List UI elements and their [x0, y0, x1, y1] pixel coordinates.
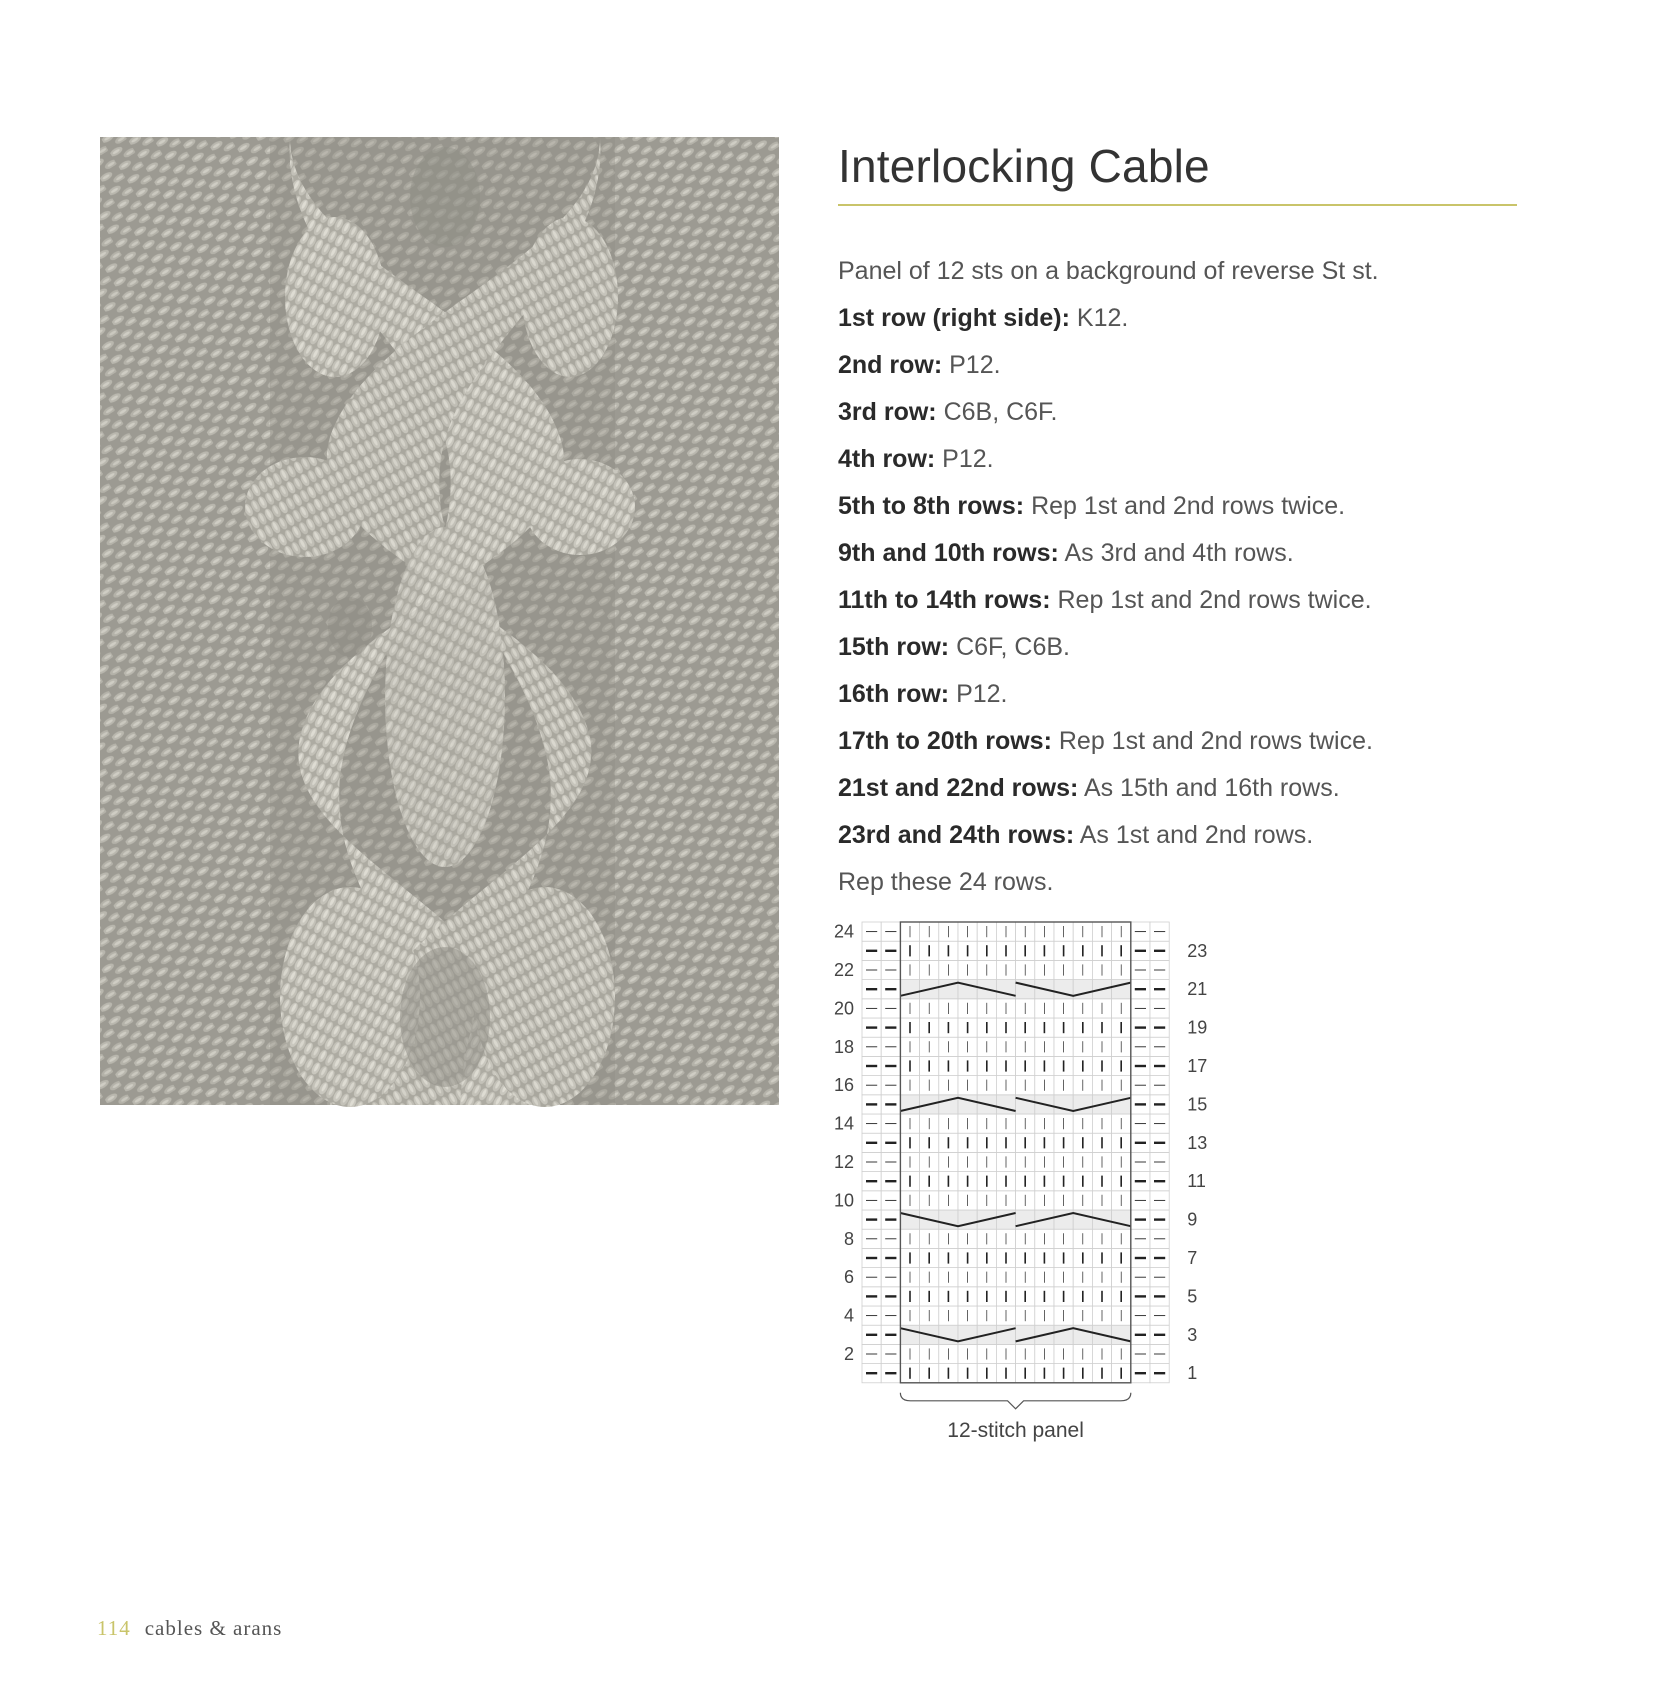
row-number: 1 — [1187, 1363, 1198, 1384]
page-number: 114 — [97, 1616, 131, 1640]
row-text: P12. — [949, 351, 1001, 379]
row-number: 5 — [1187, 1286, 1198, 1307]
row-number: 2 — [843, 1344, 854, 1364]
section-name: cables & arans — [144, 1616, 283, 1640]
title-rule — [838, 204, 1517, 206]
instruction-row — [838, 483, 1578, 530]
panel-bracket — [900, 1393, 1130, 1409]
row-label: 5th to 8th rows: — [838, 492, 1025, 520]
row-number: 18 — [833, 1036, 854, 1057]
swatch-photo — [100, 137, 779, 1105]
row-number: 4 — [843, 1305, 854, 1326]
pattern-intro: Panel of 12 sts on a background of reverse St st. — [838, 257, 1379, 285]
row-number: 15 — [1187, 1094, 1208, 1115]
row-number: 22 — [833, 960, 854, 980]
knitting-chart — [820, 920, 1208, 1465]
row-label: 9th and 10th rows: — [838, 539, 1059, 567]
instruction-row — [838, 436, 1578, 483]
row-text: As 15th and 16th rows. — [1083, 774, 1340, 802]
row-label: 17th to 20th rows: — [838, 727, 1052, 755]
row-text: Rep 1st and 2nd rows twice. — [1058, 727, 1373, 755]
row-text: C6F, C6B. — [956, 633, 1071, 661]
row-label: 1st row (right side): — [838, 304, 1070, 332]
row-label: 3rd row: — [838, 398, 937, 426]
instruction-row — [838, 295, 1578, 342]
instruction-row — [838, 624, 1578, 671]
row-number: 11 — [1187, 1171, 1206, 1192]
row-text: As 3rd and 4th rows. — [1064, 539, 1294, 567]
instruction-row — [838, 342, 1578, 389]
instruction-row — [838, 718, 1578, 765]
row-number: 9 — [1187, 1209, 1198, 1230]
pattern-closing: Rep these 24 rows. — [838, 868, 1054, 896]
row-text: P12. — [956, 680, 1008, 708]
row-number: 19 — [1187, 1017, 1208, 1038]
row-number: 12 — [833, 1152, 854, 1172]
row-label: 16th row: — [838, 680, 950, 708]
row-number: 17 — [1187, 1056, 1208, 1076]
row-label: 23rd and 24th rows: — [838, 821, 1075, 849]
instruction-row — [838, 765, 1578, 812]
instruction-row — [838, 812, 1578, 859]
row-text: As 1st and 2nd rows. — [1079, 821, 1314, 849]
row-number: 20 — [833, 998, 854, 1019]
row-number: 16 — [833, 1075, 854, 1096]
row-label: 2nd row: — [838, 351, 943, 379]
row-number: 21 — [1187, 979, 1208, 1000]
row-number: 23 — [1187, 940, 1208, 961]
row-number: 13 — [1187, 1132, 1208, 1153]
row-label: 15th row: — [838, 633, 950, 661]
pattern-title: Interlocking Cable — [838, 140, 1210, 192]
row-number: 8 — [843, 1228, 854, 1249]
row-number: 24 — [833, 921, 854, 942]
row-number: 3 — [1187, 1324, 1198, 1345]
instruction-row — [838, 530, 1578, 577]
row-label: 11th to 14th rows: — [838, 586, 1051, 614]
row-label: 4th row: — [838, 445, 936, 473]
pattern-instructions — [838, 248, 1578, 906]
row-text: Rep 1st and 2nd rows twice. — [1031, 492, 1346, 520]
row-label: 21st and 22nd rows: — [838, 774, 1079, 802]
row-number: 14 — [833, 1113, 854, 1134]
row-text: P12. — [942, 445, 994, 473]
chart-caption: 12-stitch panel — [947, 1418, 1084, 1442]
knitting-chart-svg — [820, 920, 1208, 1460]
row-number: 7 — [1187, 1248, 1198, 1268]
instruction-row — [838, 577, 1578, 624]
page-footer — [97, 1616, 282, 1641]
row-text: C6B, C6F. — [943, 398, 1058, 426]
row-text: K12. — [1076, 304, 1129, 332]
row-number: 6 — [843, 1267, 854, 1288]
instruction-row — [838, 389, 1578, 436]
row-number: 10 — [833, 1190, 854, 1211]
row-text: Rep 1st and 2nd rows twice. — [1057, 586, 1372, 614]
instruction-row — [838, 671, 1578, 718]
